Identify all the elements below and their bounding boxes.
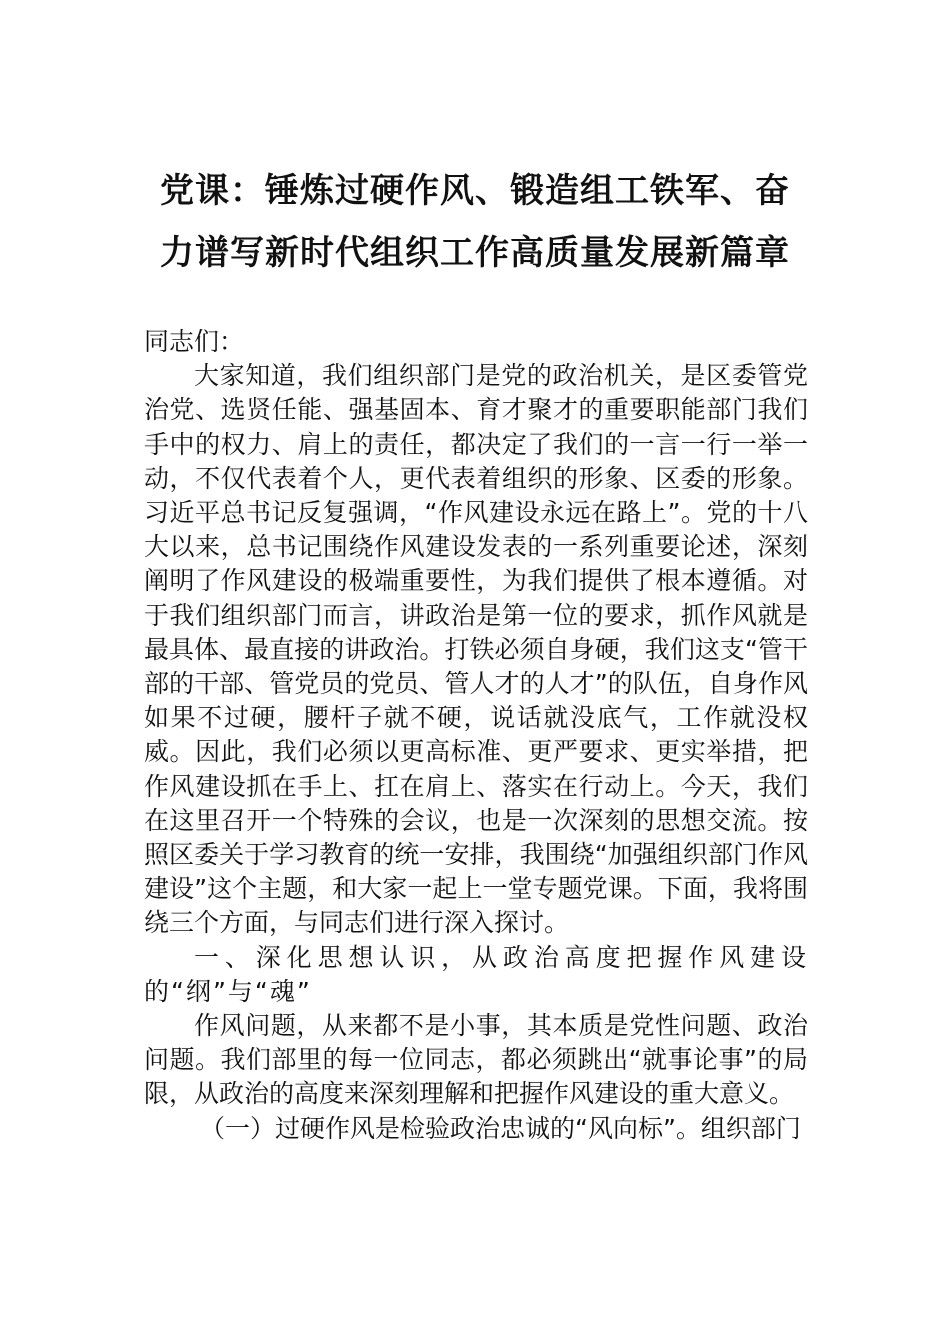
document-body (144, 325, 808, 1146)
title-line-1: 党课：锤炼过硬作风、锻造组工铁军、奋 (160, 171, 790, 211)
salutation: 同志们： (144, 327, 245, 356)
section-paragraph-1: 作风问题，从来都不是小事，其本质是党性问题、政治问题。我们部里的每一位同志，都必须跳出“就事论事”的局限，从政治的高度来深刻理解和把握作风建设的重大意义。 (144, 1011, 808, 1109)
intro-paragraph: 大家知道，我们组织部门是党的政治机关，是区委管党治党、选贤任能、强基固本、育才聚才的重要职能部门我们手中的权力、肩上的责任，都决定了我们的一言一行一举一动，不仅代表着个人，更代表着组织的形象、区委的形象。习近平总书记反复强调，“作风建设永远在路上”。党的十八大以来，总书记围绕作风建设发表的一系列重要论述，深刻阐明了作风建设的极端重要性，为我们提供了根本遵循。对于我们组织部门而言，讲政治是第一位的要求，抓作风就是最具体、最直接的讲政治。打铁必须自身硬，我们这支“管干部的干部、管党员的党员、管人才的人才”的队伍，自身作风如果不过硬，腰杆子就不硬，说话就没底气，工作就没权威。因此，我们必须以更高标准、更严要求、更实举措，把作风建设抓在手上、扛在肩上、落实在行动上。今天，我们在这里召开一个特殊的会议，也是一次深刻的思想交流。按照区委关于学习教育的统一安排，我围绕“加强组织部门作风建设”这个主题，和大家一起上一堂专题党课。下面，我将围绕三个方面，与同志们进行深入探讨。 (144, 361, 808, 938)
document-title (140, 160, 810, 284)
section-heading-1: 一、深化思想认识，从政治高度把握作风建设的“纲”与“魂” (144, 942, 808, 1006)
title-line-2: 力谱写新时代组织工作高质量发展新篇章 (160, 233, 790, 273)
subsection-heading-1: （一）过硬作风是检验政治忠诚的“风向标”。组织部门 (200, 1113, 801, 1143)
